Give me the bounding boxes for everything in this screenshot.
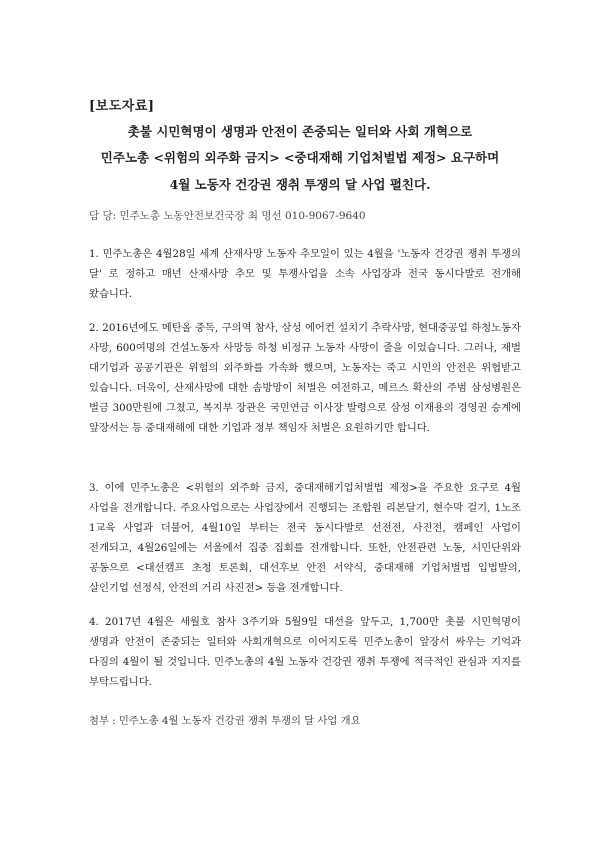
paragraph-3: 3. 이에 민주노총은 <위험의 외주화 금지, 중대재해기업처벌법 제정>을 주요한 요구로 4월 사업을 전개합니다. 주요사업으로는 사업장에서 진행되는 조합원 리본달기, 현수막 걸기, 1노조 1교육 사업과 더불어, 4월10일 부터는 전국 동시다발로 선전전, 사진전, 캠페인 사업이 전개되고, 4월26일에는 서울에서 집중 집회를 전개합니다. 또한, 안전관련 노동, 시민단위와 공동으로 <대선캠프 초청 토론회, 대선후보 안전 서약식, 중대재해 기업처벌법 입법발의, 살인기업 선정식, 안전의 거리 사진전> 등을 전개합니다.	[89, 482, 521, 594]
attachment-note: 첨부 : 민주노총 4월 노동자 건강권 쟁취 투쟁의 달 사업 개요	[89, 715, 361, 727]
document-tag: [보도자료]	[89, 99, 155, 114]
headline-line-2: 민주노총 <위험의 외주화 금지> <중대재해 기업처벌법 제정> 요구하며	[100, 150, 500, 165]
paragraph-4: 4. 2017년 4월은 세월호 참사 3주기와 5월9일 대선을 앞두고, 1,700만 촛불 시민혁명이 생명과 안전이 존중되는 일터와 사회개혁으로 이어지도록 민주노총이 앞장서 싸우는 기억과 다짐의 4월이 될 것입니다. 민주노총의 4월 노동자 건강권 쟁취 투쟁에 적극적인 관심과 지지를 부탁드립니다.	[89, 616, 521, 688]
headline-line-3: 4월 노동자 건강권 쟁취 투쟁의 달 사업 펼친다.	[169, 177, 431, 192]
contact-info: 담 당: 민주노총 노동안전보건국장 최 명선 010-9067-9640	[89, 210, 366, 222]
paragraph-1: 1. 민주노총은 4월28일 세계 산재사망 노동자 추모일이 있는 4월을 '노동자 건강권 쟁취 투쟁의 달' 로 정하고 매년 산재사망 추모 및 투쟁사업을 소속 사업장과 전국 동시다발로 전개해 왔습니다.	[89, 248, 521, 300]
headline-line-1: 촛불 시민혁명이 생명과 안전이 존중되는 일터와 사회 개혁으로	[127, 124, 473, 139]
paragraph-2: 2. 2016년에도 메탄올 중독, 구의역 참사, 삼성 에어컨 설치기 추락사망, 현대중공업 하청노동자 사망, 600여명의 건설노동자 사망등 하청 비정규 노동자 사망이 줄을 이었습니다. 그러나, 재벌 대기업과 공공기관은 위험의 외주화를 가속화 했으며, 노동자는 죽고 시민의 안전은 위협받고 있습니다. 더욱이, 산재사망에 대한 솜방망이 처벌은 여전하고, 메르스 확산의 주범 삼성병원은 벌금 300만원에 그쳤고, 복지부 장관은 국민연금 이사장 발령으로 삼성 이재용의 경영권 승계에 앞장서는 등 중대재해에 대한 기업과 정부 책임자 처벌은 요원하기만 합니다.	[89, 322, 521, 434]
